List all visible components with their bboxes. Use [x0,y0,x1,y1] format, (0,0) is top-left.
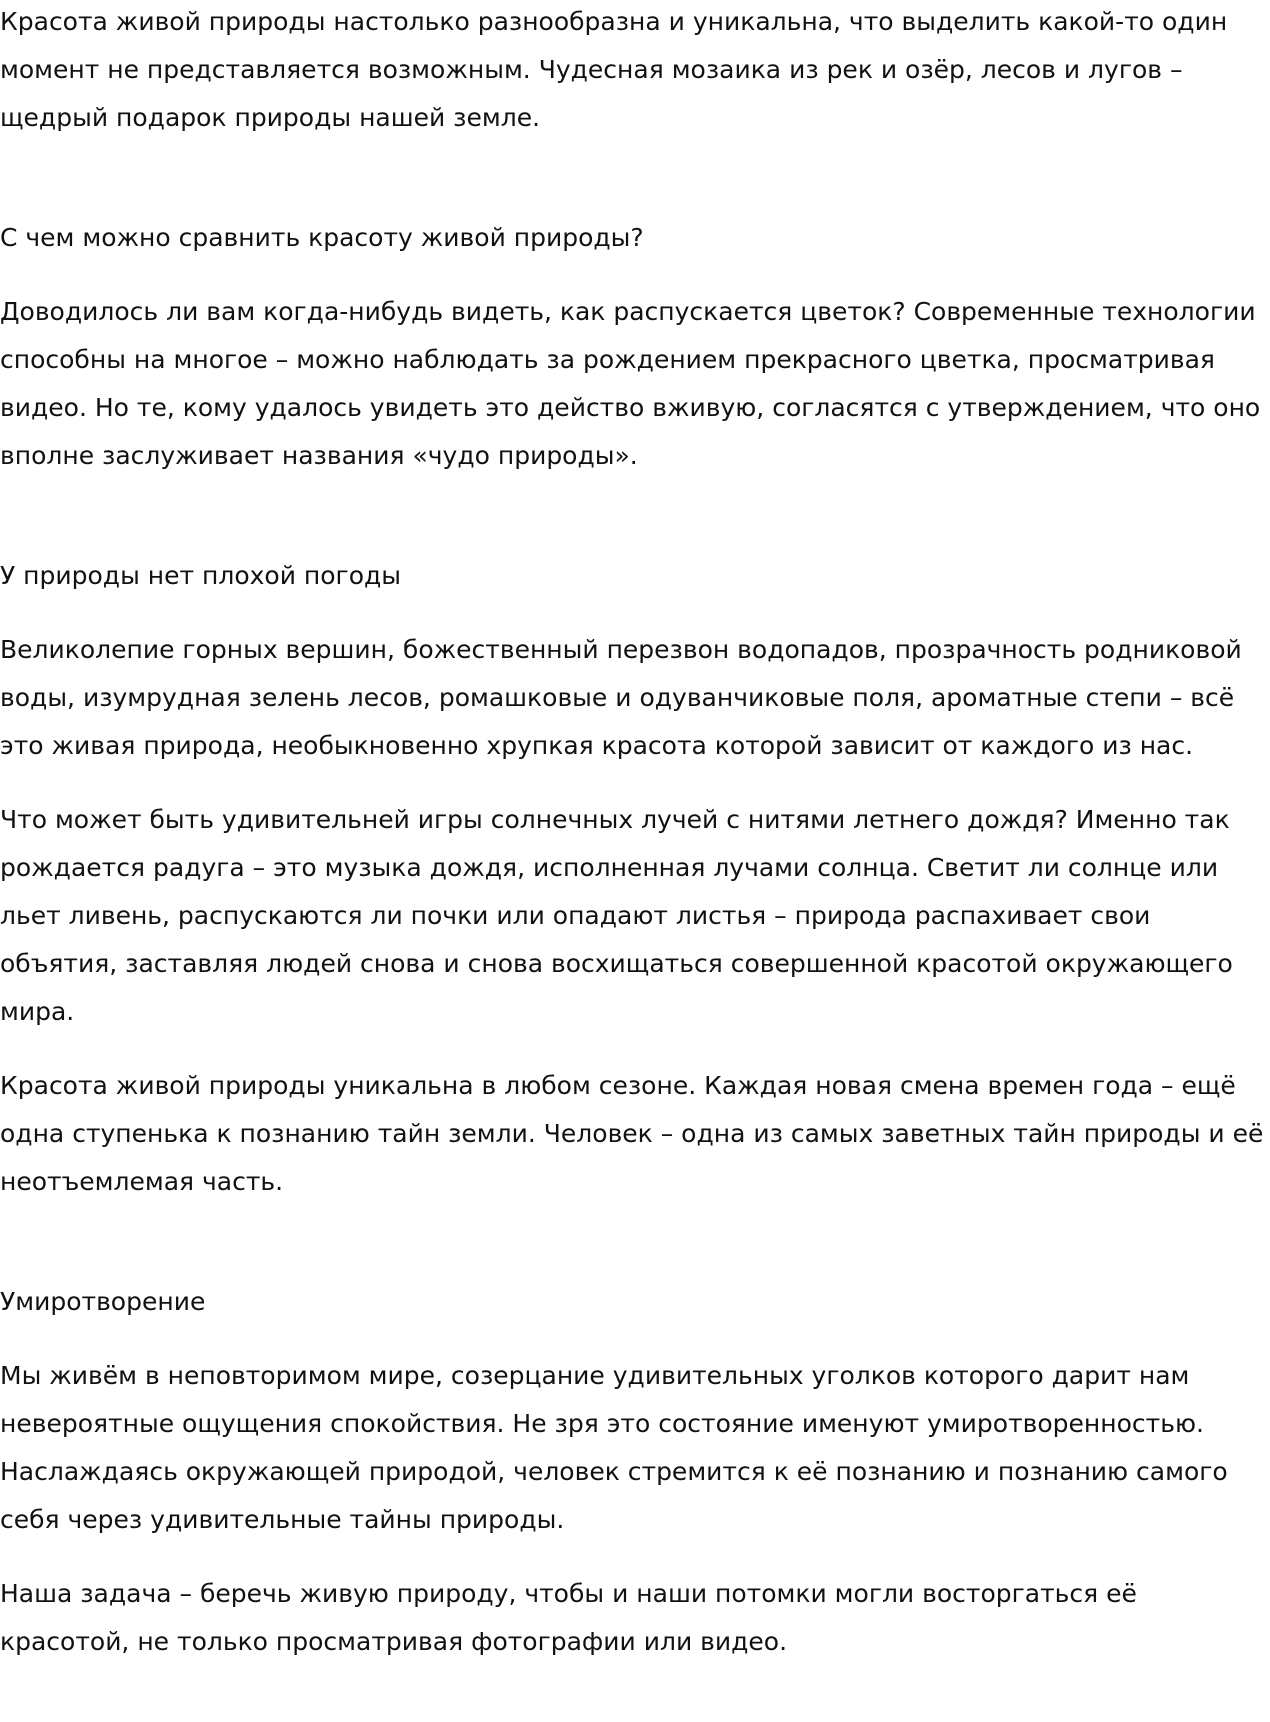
section-3-paragraph-2: Наша задача – беречь живую природу, чтобы и наши потомки могли восторгаться её красотой, не только просматривая фотографии или видео. [0,1579,1137,1656]
section-spacer [0,142,1264,214]
section-heading-compare: С чем можно сравнить красоту живой природы? [0,223,644,252]
section-1-paragraph-1: Доводилось ли вам когда-нибудь видеть, как распускается цветок? Современные технологии способны на многое – можно наблюдать за рождением прекрасного цветка, просматривая видео. Но те, кому удалось увидеть это действо вживую, согласятся с утверждением, что оно вполне заслуживает названия «чудо природы». [0,297,1261,470]
section-3-paragraph-1: Мы живём в неповторимом мире, созерцание удивительных уголков которого дарит нам невероятные ощущения спокойствия. Не зря это состояние именуют умиротворенностью. Наслаждаясь окружающей природой, человек стремится к её познанию и познанию самого себя через удивительные тайны природы. [0,1361,1228,1534]
intro-paragraph: Красота живой природы настолько разнообразна и уникальна, что выделить какой-то один момент не представляется возможным. Чудесная мозаика из рек и озёр, лесов и лугов – щедрый подарок природы нашей земле. [0,7,1228,132]
section-heading-weather: У природы нет плохой погоды [0,561,402,590]
section-2-paragraph-2: Что может быть удивительней игры солнечных лучей с нитями летнего дождя? Именно так рождается радуга – это музыка дождя, исполненная лучами солнца. Светит ли солнце или льет ливень, распускаются ли почки или опадают листья – природа распахивает свои объятия, заставляя людей снова и снова восхищаться совершенной красотой окружающего мира. [0,805,1233,1026]
section-heading-peace: Умиротворение [0,1287,206,1316]
section-spacer [0,480,1264,552]
section-spacer [0,1206,1264,1278]
section-2-paragraph-3: Красота живой природы уникальна в любом сезоне. Каждая новая смена времен года – ещё одна ступенька к познанию тайн земли. Человек – одна из самых заветных тайн природы и её неотъемлемая часть. [0,1071,1264,1196]
section-2-paragraph-1: Великолепие горных вершин, божественный перезвон водопадов, прозрачность родниковой воды, изумрудная зелень лесов, ромашковые и одуванчиковые поля, ароматные степи – всё это живая природа, необыкновенно хрупкая красота которой зависит от каждого из нас. [0,635,1242,760]
